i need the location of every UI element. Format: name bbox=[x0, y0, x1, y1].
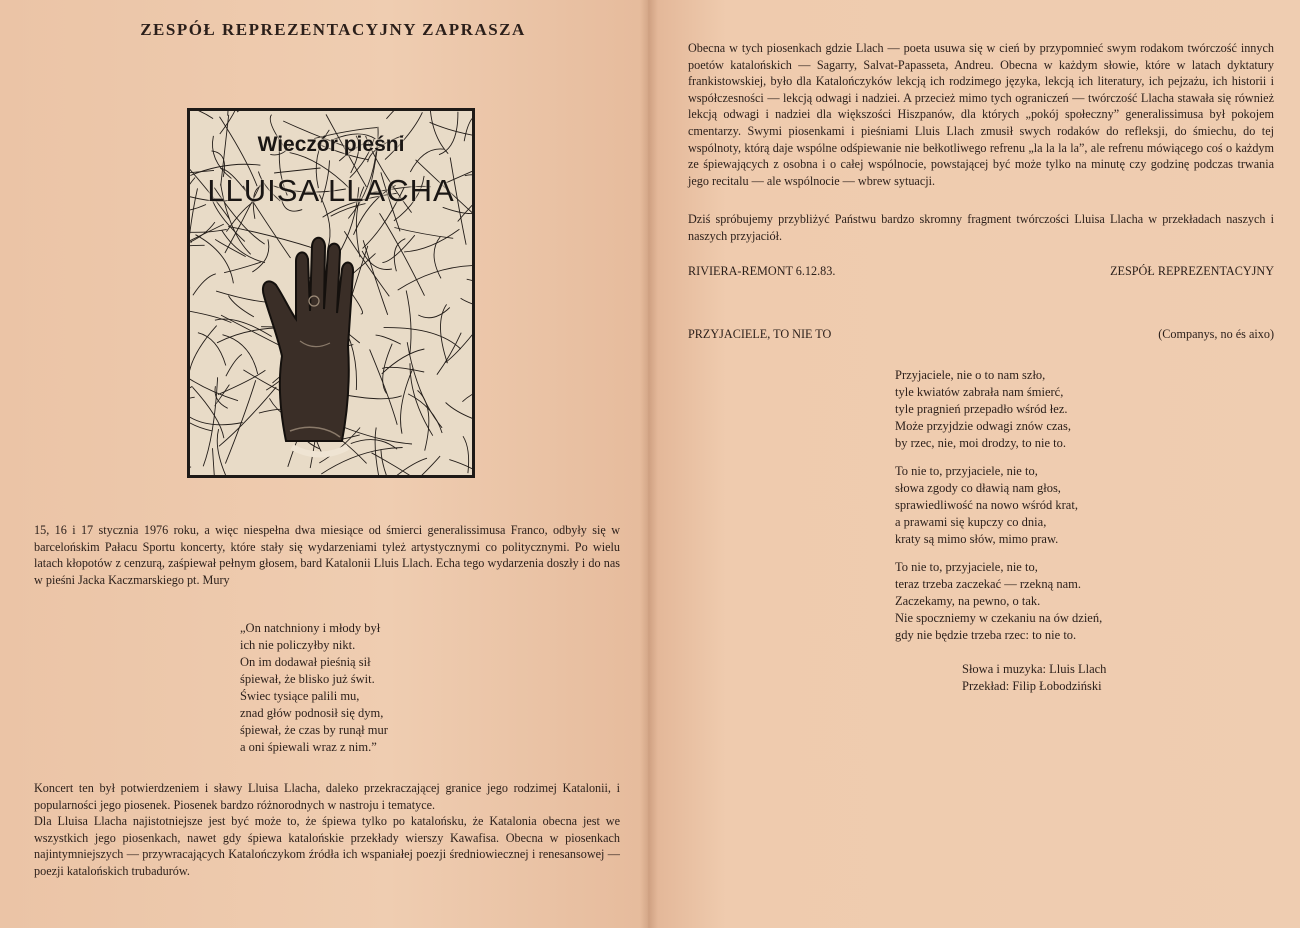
song-line: To nie to, przyjaciele, nie to, bbox=[895, 464, 1038, 478]
scribble-stroke bbox=[372, 453, 430, 475]
scribble-stroke bbox=[190, 371, 238, 400]
scribble-stroke bbox=[461, 298, 472, 309]
scribble-stroke bbox=[376, 335, 401, 344]
song-line: Nie spoczniemy w czekaniu na ów dzień, bbox=[895, 611, 1103, 625]
song-line: teraz trzeba zaczekać — rzekną nam. bbox=[895, 577, 1081, 591]
kaczmarski-quote bbox=[240, 620, 388, 756]
right-paragraph-1: Obecna w tych piosenkach gdzie Llach — poeta usuwa się w cień by przypomnieć swym rodakom twórczość innych poetów katalońskich — Sagarry, Salvat-Papasseta, Andreu. Obecna w każdym słowie, które w latach dyktatury frankistowskiej, było dla Katalończyków lekcją ich rodzimego języka, lekcją ich literatury, ich pejzażu, ich historii i współczesności — lekcją odwagi i nadziei. A przecież mimo tych ograniczeń — twórczość Llacha stawała się również lekcją odwagi i nadziei dla większości Hiszpanów, dla których „pokój społeczny” generalissimusa był pokojem cmentarzy. Swymi piosenkami i pieśniami Lluis Llach zmusił swych rodaków do refleksji, do śmiechu, do tej wspólnoty, którą daje wspólne odśpiewanie nie bełkotliwego refrenu „la la la la”, ale refrenu mówiącego coś o każdym ze śpiewających z osobna i o całej wspólnocie, powstającej być może tylko na minutę czy godzinę podczas trwania jego recitalu — ale wspólnocie — wbrew sytuacji. bbox=[688, 41, 1274, 188]
poster-artwork bbox=[190, 111, 472, 475]
scribble-stroke bbox=[190, 222, 215, 252]
song-line: Może przyjdzie odwagi znów czas, bbox=[895, 419, 1071, 433]
song-line: To nie to, przyjaciele, nie to, bbox=[895, 560, 1038, 574]
raised-hand-illustration bbox=[263, 238, 353, 455]
scribble-stroke bbox=[418, 308, 450, 318]
scribble-stroke bbox=[220, 111, 239, 134]
scribble-stroke bbox=[467, 279, 472, 290]
credits-lyrics-music: Słowa i muzyka: Lluis Llach bbox=[962, 662, 1107, 676]
closing-paragraph-1: Koncert ten był potwierdzeniem i sławy Lluisa Llacha, daleko przekraczającej granice jego rodzimej Katalonii, i popularności jego piosenek. Piosenek bardzo różnorodnych w nastroju i tematyce. bbox=[34, 781, 620, 812]
scribble-stroke bbox=[382, 349, 425, 374]
scribble-stroke bbox=[196, 235, 234, 284]
scribble-stroke bbox=[404, 229, 459, 252]
scribble-stroke bbox=[380, 213, 425, 296]
scribble-stroke bbox=[418, 390, 429, 450]
song-line: słowa zgody co dławią nam głos, bbox=[895, 481, 1061, 495]
concert-poster bbox=[187, 108, 475, 478]
scribble-stroke bbox=[407, 342, 442, 428]
scribble-stroke bbox=[225, 380, 255, 463]
scribble-stroke bbox=[193, 387, 224, 438]
credits-translation: Przekład: Filip Łobodziński bbox=[962, 679, 1102, 693]
scribble-stroke bbox=[381, 449, 412, 475]
scribble-stroke bbox=[215, 319, 272, 336]
song-line: Zaczekamy, na pewno, o tak. bbox=[895, 594, 1041, 608]
song-line: kraty są mimo słów, mimo praw. bbox=[895, 532, 1059, 546]
scribble-stroke bbox=[394, 228, 453, 239]
quote-line: Świec tysiące palili mu, bbox=[240, 689, 360, 703]
scribble-stroke bbox=[190, 224, 224, 261]
scribble-stroke bbox=[190, 111, 213, 119]
scribble-stroke bbox=[190, 245, 205, 265]
quote-line: śpiewał, że czas by runął mur bbox=[240, 723, 388, 737]
scribble-stroke bbox=[386, 111, 407, 119]
song-stanza-3 bbox=[895, 559, 1102, 644]
page-fold bbox=[640, 0, 658, 928]
scribble-stroke bbox=[406, 291, 411, 354]
scribble-stroke bbox=[223, 335, 258, 374]
scribble-stroke bbox=[462, 384, 472, 401]
ensemble-signature: ZESPÓŁ REPREZENTACYJNY bbox=[1110, 264, 1274, 278]
scribble-stroke bbox=[237, 111, 289, 112]
scribble-stroke bbox=[384, 328, 461, 349]
song-original-title: (Companys, no és aixo) bbox=[1158, 327, 1274, 341]
scribble-stroke bbox=[446, 403, 472, 427]
scribble-stroke bbox=[226, 354, 242, 376]
song-line: tyle kwiatów zabrała nam śmierć, bbox=[895, 385, 1064, 399]
scribble-stroke bbox=[190, 326, 217, 380]
scribble-stroke bbox=[362, 251, 392, 270]
song-line: by rzec, nie, moi drodzy, to nie to. bbox=[895, 436, 1067, 450]
song-line: Przyjaciele, nie o to nam szło, bbox=[895, 368, 1046, 382]
song-line: tyle pragnień przepadło wśród łez. bbox=[895, 402, 1068, 416]
song-stanza-1 bbox=[895, 367, 1071, 452]
song-line: a prawami się kupczy co dnia, bbox=[895, 515, 1047, 529]
scribble-stroke bbox=[252, 239, 269, 272]
scribble-stroke bbox=[190, 308, 231, 323]
scribble-stroke bbox=[363, 240, 388, 315]
quote-line: ich nie policzyłby nikt. bbox=[240, 638, 356, 652]
scribble-stroke bbox=[228, 296, 254, 317]
quote-line: znad głów podnosił się dym, bbox=[240, 706, 384, 720]
scribble-stroke bbox=[217, 429, 227, 475]
scribble-stroke bbox=[437, 333, 461, 375]
quote-line: śpiewał, że blisko już świt. bbox=[240, 672, 375, 686]
closing-paragraph-2: Dla Lluisa Llacha najistotniejsze jest być może to, że śpiewa tylko po katalońsku, że Katalonia obecna jest we wszystkich jego piosenkach, nawet gdy śpiewa katalońskie przekłady wierszy Kawafisa. Obecna w piosenkach najintymniejszych — przywracających Katalończykom źródła ich wspaniałej poezji średniowiecznej i renesansowej — poezji katalońskich trubadurów. bbox=[34, 814, 620, 878]
scribble-stroke bbox=[224, 262, 261, 273]
intro-paragraph: 15, 16 i 17 stycznia 1976 roku, a więc niespełna dwa miesiące od śmierci generalissimusa Franco, odbyły się w barcelońskim Pałacu Sportu koncerty, które stały się wydarzeniami tyleż artystycznymi co politycznymi. Po wielu latach kłopotów z cenzurą, zaśpiewał pełnym głosem, bard Katalonii Lluis Llach. Echa tego wydarzenia doszły i do nas w pieśni Jacka Kaczmarskiego pt. Mury bbox=[34, 523, 620, 587]
scribble-stroke bbox=[193, 274, 216, 296]
right-paragraph-2: Dziś spróbujemy przybliżyć Państwu bardzo skromny fragment twórczości Lluisa Llacha w przekładach naszych i naszych przyjaciół. bbox=[688, 212, 1274, 243]
song-line: sprawiedliwość na nowo wśród krat, bbox=[895, 498, 1078, 512]
poster-artist-name: LLUISA LLACHA bbox=[207, 173, 455, 208]
place-date: RIVIERA-REMONT 6.12.83. bbox=[688, 264, 836, 278]
scribble-stroke bbox=[410, 363, 433, 435]
song-stanza-2 bbox=[895, 463, 1078, 548]
scribble-stroke bbox=[446, 323, 473, 363]
quote-line: a oni śpiewali wraz z nim.” bbox=[240, 740, 377, 754]
scribble-stroke bbox=[213, 448, 219, 475]
scribble-stroke bbox=[463, 436, 469, 473]
quote-line: „On natchniony i młody był bbox=[240, 621, 381, 635]
song-credits bbox=[962, 661, 1106, 695]
poster-title: Wieczór pieśni bbox=[257, 133, 405, 156]
song-line: gdy nie będzie trzeba rzec: to nie to. bbox=[895, 628, 1077, 642]
page-heading: ZESPÓŁ REPREZENTACYJNY ZAPRASZA bbox=[140, 20, 526, 39]
song-title: PRZYJACIELE, TO NIE TO bbox=[688, 327, 832, 341]
quote-line: On im dodawał pieśnią sił bbox=[240, 655, 371, 669]
scribble-stroke bbox=[190, 438, 191, 468]
scribble-stroke bbox=[382, 235, 414, 262]
scribble-stroke bbox=[219, 387, 276, 446]
scribble-stroke bbox=[398, 265, 472, 290]
scribble-stroke bbox=[346, 395, 402, 399]
scribble-stroke bbox=[440, 304, 447, 363]
scribble-stroke bbox=[198, 333, 226, 366]
